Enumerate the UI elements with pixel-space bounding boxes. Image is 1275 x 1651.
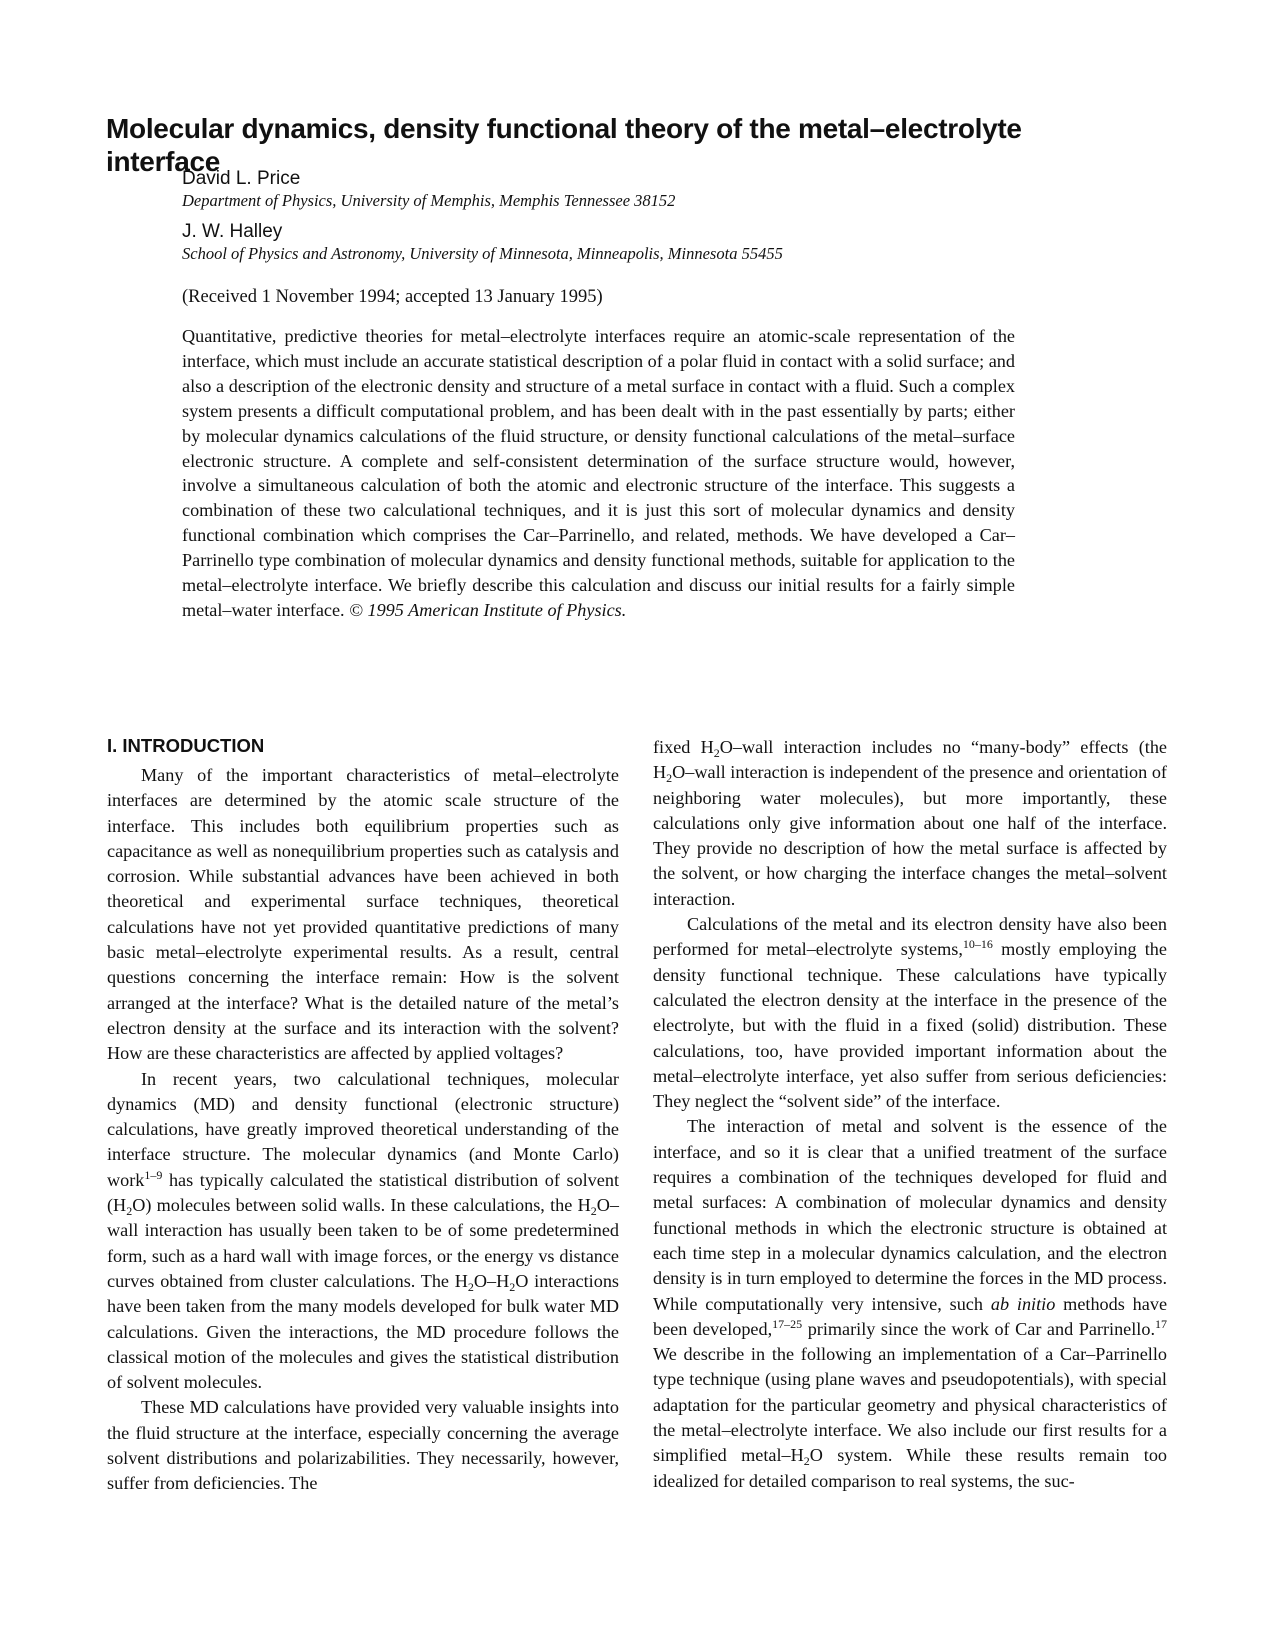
text-run: O system. While these results remain too idealized for detailed comparison to real systems, the suc- <box>653 1445 1168 1491</box>
paragraph <box>653 735 1167 912</box>
italic-term: ab initio <box>990 1293 1056 1314</box>
text-run: In recent years, two calculational techniques, molecular dynamics (MD) and density functional (electronic structure) calculations, have greatly improved theoretical understanding of the interface structure. The molecular dynamics (and Monte Carlo) work <box>107 1068 619 1190</box>
text-run: methods have been developed, <box>653 1293 1168 1339</box>
citation-ref: 17–25 <box>772 1316 803 1331</box>
paper-title: Molecular dynamics, density functional theory of the metal–electrolyte interface <box>106 112 1022 177</box>
received-dates: (Received 1 November 1994; accepted 13 January 1995) <box>182 287 603 307</box>
paragraph: Many of the important characteristics of metal–electrolyte interfaces are determined by the atomic scale structure of the interface. This includes both equilibrium properties such as capacitance as well as nonequilibrium properties such as catalysis and corrosion. While substantial advances have been achieved in both theoretical and experimental surface techniques, theoretical calculations have not yet provided quantitative predictions of many basic metal–electrolyte experimental results. As a result, central questions concerning the interface remain: How is the solvent arranged at the interface? What is the detailed nature of the metal’s electron density at the surface and its interaction with the solvent? How are these characteristics are affected by applied voltages? <box>107 765 619 1064</box>
copyright-notice: © 1995 American Institute of Physics. <box>349 599 627 620</box>
text-run: fixed H <box>653 737 714 757</box>
text-run: O–wall interaction has usually been taken to be of some predetermined form, such as a hard wall with image forces, or the energy vs distance curves obtained from cluster calculations. The H <box>107 1195 619 1291</box>
text-run: primarily since the work of Car and Parrinello. <box>802 1318 1155 1339</box>
text-run: The interaction of metal and solvent is the essence of the interface, and so it is clear that a unified treatment of the surface requires a combination of the techniques developed for fluid and metal surfaces: A combination of molecular dynamics and density functional methods in which the electronic structure is obtained at each time step in a molecular dynamics calculation, and the electron density is in turn employed to determine the forces in the MD process. While computationally very intensive, such <box>653 1116 1167 1314</box>
abstract <box>182 324 1015 623</box>
paragraph: These MD calculations have provided very valuable insights into the fluid structure at the interface, especially concerning the average solvent distributions and polarizabilities. They necessarily, however, suffer from deficiencies. The <box>107 1397 619 1494</box>
text-run: O–H <box>473 1270 510 1291</box>
text-run: mostly employing the density functional technique. These calculations have typically calculated the electron density at the interface in the presence of the electrolyte, but with the fluid in a fixed (solid) distribution. These calculations, too, have provided important information about the metal–electrolyte interface, yet also suffer from serious deficiencies: They neglect the “solvent side” of the interface. <box>653 939 1167 1112</box>
author-name: David L. Price <box>182 168 301 189</box>
text-run: We describe in the following an implementation of a Car–Parrinello type technique (using plane waves and pseudopotentials), with special adaptation for the particular geometry and physical characteristics of the metal–electrolyte interface. We also include our first results for a simplified metal–H <box>653 1344 1167 1466</box>
subscript: 2 <box>666 771 673 786</box>
citation-ref: 10–16 <box>962 937 993 952</box>
paragraph <box>653 1114 1167 1493</box>
author-affiliation: School of Physics and Astronomy, University of Minnesota, Minneapolis, Minnesota 55455 <box>182 244 783 263</box>
text-run: O) molecules between solid walls. In these calculations, the H <box>132 1195 591 1216</box>
section-heading: I. INTRODUCTION <box>107 735 265 756</box>
text-run: O–wall interaction is independent of the presence and orientation of neighboring water molecules), but more importantly, these calculations only give information about one half of the interface. They provide no description of how the metal surface is affected by the solvent, or how charging the interface changes the metal–solvent interaction. <box>653 762 1167 909</box>
paragraph <box>107 1067 619 1396</box>
subscript: 2 <box>126 1204 133 1219</box>
text-run: O interactions have been taken from the many models developed for bulk water MD calculations. Given the interactions, the MD procedure follows the classical motion of the molecules and gives the statistical distribution of solvent molecules. <box>107 1270 619 1393</box>
paragraph <box>653 912 1167 1114</box>
citation-ref: 1–9 <box>144 1167 163 1182</box>
author-name: J. W. Halley <box>182 221 283 242</box>
subscript: 2 <box>509 1279 516 1294</box>
subscript: 2 <box>803 1454 810 1469</box>
text-run: Calculations of the metal and its electron density have also been performed for metal–electrolyte systems, <box>653 914 1167 960</box>
subscript: 2 <box>713 746 720 760</box>
subscript: 2 <box>467 1279 474 1294</box>
text-run: O–wall interaction includes no “many-body” effects (the H <box>653 737 1167 783</box>
abstract-text: Quantitative, predictive theories for metal–electrolyte interfaces require an atomic-scale representation of the interface, which must include an accurate statistical description of a polar fluid in contact with a solid surface; and also a description of the electronic density and structure of a metal surface in contact with a fluid. Such a complex system presents a difficult computational problem, and has been dealt with in the past essentially by parts; either by molecular dynamics calculations of the fluid structure, or density functional calculations of the metal–surface electronic structure. A complete and self-consistent determination of the surface structure would, however, involve a simultaneous calculation of both the atomic and electronic structure of the interface. This suggests a combination of these two calculational techniques, and it is just this sort of molecular dynamics and density functional combination which comprises the Car–Parrinello, and related, methods. We have developed a Car–Parrinello type combination of molecular dynamics and density functional methods, suitable for application to the metal–electrolyte interface. We briefly describe this calculation and discuss our initial results for a fairly simple metal–water interface. <box>182 326 1015 620</box>
author-affiliation: Department of Physics, University of Memphis, Memphis Tennessee 38152 <box>182 191 676 210</box>
left-column <box>107 763 619 1497</box>
subscript: 2 <box>590 1204 597 1219</box>
right-column <box>653 735 1167 1494</box>
text-run: has typically calculated the statistical distribution of solvent (H <box>107 1169 619 1216</box>
citation-ref: 17 <box>1155 1316 1167 1331</box>
